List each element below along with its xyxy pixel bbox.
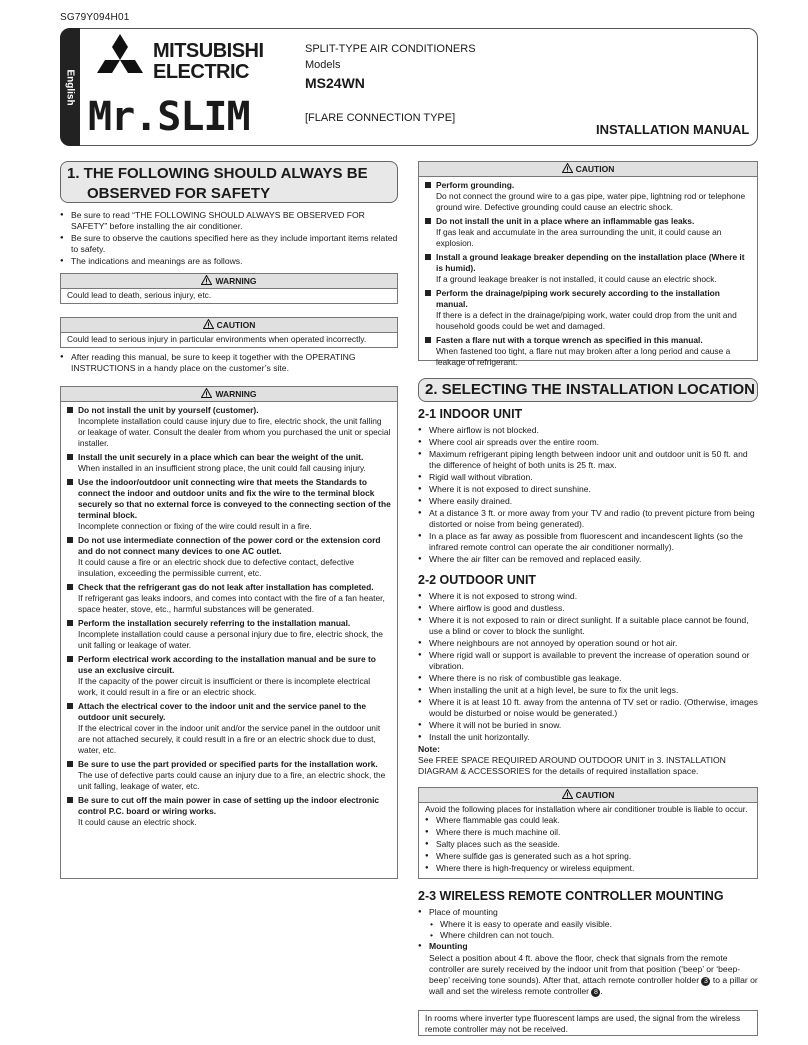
list-item: ● Rigid wall without vibration. — [418, 472, 758, 483]
list-item: ● Where flammable gas could leak. — [425, 815, 751, 826]
warning-item: Attach the electrical cover to the indoor unit and the service panel to the outdoor unit securely. If the electrical cover in the indoor unit and/or the service panel in the outdoor unit are not attached securely, it could result in a fire or an electric shock due to dust, water, etc. — [67, 701, 391, 756]
caution-box: CAUTION Perform grounding. Do not connect the ground wire to a gas pipe, water pipe, lightning rod or telephone ground wire. Defective grounding could cause an electric shock. Do not install the unit in a place where an inflammable gas leaks. If gas leak and accumulate in the area surrounding the unit, it could cause an explosion. Install a ground leakage breaker depending on the installation place (Where it is humid). If a ground leakage breaker is not installed, it could cause an electric shock. Perform the drainage/piping work securely according to the installation manual. If there is a defect in the drainage/piping work, water could drop from the unit and household goods could be wet and damaged. Fasten a flare nut with a torque wrench as specified in this manual. When fastened too tight, a flare nut may broken after a long period and cause a leakage of refrigerant. — [418, 161, 758, 361]
list-item: ● Where the air filter can be removed and replaced easily. — [418, 554, 758, 565]
list-item: ● Maximum refrigerant piping length between indoor unit and outdoor unit is 50 ft. and the difference of height of both units is 25 ft. max. — [418, 449, 758, 471]
list-item: ● Where neighbours are not annoyed by operation sound or hot air. — [418, 638, 758, 649]
mounting-text: Select a position about 4 ft. above the floor, check that signals from the remote controller are surely received by the indoor unit from that position (‘beep’ or ‘beep-beep’ receiving tone sounds). After that, attach remote controller holder 3 to a pillar or wall and set the wireless remote controller 8 . — [429, 953, 758, 996]
connection-type: [FLARE CONNECTION TYPE] — [305, 112, 456, 124]
remote-mounting-heading: 2-3 WIRELESS REMOTE CONTROLLER MOUNTING — [418, 889, 724, 903]
manual-title: INSTALLATION MANUAL — [596, 122, 750, 137]
warning-definition: WARNING Could lead to death, serious injury, etc. — [60, 273, 398, 304]
warning-item: Be sure to cut off the main power in case of setting up the indoor electronic control P.C. board or wiring works. It could cause an electric shock. — [67, 795, 391, 828]
indoor-unit-list — [418, 425, 758, 566]
list-item: ● Mounting — [418, 941, 758, 952]
part-number-badge: 3 — [701, 977, 710, 986]
list-item: ● Salty places such as the seaside. — [425, 839, 751, 850]
list-item: ● Be sure to read “THE FOLLOWING SHOULD ALWAYS BE OBSERVED FOR SAFETY” before installing the air conditioner. — [60, 210, 398, 232]
list-item: ● Where it will not be buried in snow. — [418, 720, 758, 731]
list-item: ● Where there is much machine oil. — [425, 827, 751, 838]
caution-item: Do not install the unit in a place where an inflammable gas leaks. If gas leak and accumulate in the area surrounding the unit, it could cause an explosion. — [425, 216, 751, 249]
list-item: ● Where cool air spreads over the entire room. — [418, 437, 758, 448]
brand-name-line1: MITSUBISHI — [153, 40, 264, 62]
warning-item: Do not install the unit by yourself (customer). Incomplete installation could cause injury due to fire, electric shock, the unit falling or leakage of water. Consult the dealer from whom you purchased the unit or special installer. — [67, 405, 391, 449]
model-number: MS24WN — [305, 75, 365, 91]
remote-mounting-list — [418, 907, 758, 997]
list-item: ● Where rigid wall or support is available to prevent the increase of operation sound or vibration. — [418, 650, 758, 672]
list-item: ● Where airflow is good and dustless. — [418, 603, 758, 614]
list-item: ● After reading this manual, be sure to keep it together with the OPERATING INSTRUCTIONS in a handy place on the customer’s site. — [60, 352, 398, 374]
warning-triangle-icon — [201, 388, 212, 398]
sub-list-item: • Where it is easy to operate and easily visible. — [418, 919, 758, 930]
caution-item: Fasten a flare nut with a torque wrench as specified in this manual. When fastened too tight, a flare nut may broken after a long period and cause a leakage of refrigerant. — [425, 335, 751, 368]
warning-triangle-icon — [201, 275, 212, 285]
list-item: ● Where it is not exposed to strong wind. — [418, 591, 758, 602]
note-text: See FREE SPACE REQUIRED AROUND OUTDOOR UNIT in 3. INSTALLATION DIAGRAM & ACCESSORIES for the details of required installation space. — [418, 755, 726, 776]
note-label: Note: — [418, 744, 440, 754]
caution-installation-box: CAUTION Avoid the following places for installation where air conditioner trouble is liable to occur. ● Where flammable gas could leak. ● Where there is much machine oil. ● Salty places such as the seaside. ● Where sulfide gas is generated such as a hot spring. ● Where there is high-frequency or wireless equipment. — [418, 787, 758, 879]
list-item: ● Where easily drained. — [418, 496, 758, 507]
section1-title: 1. THE FOLLOWING SHOULD ALWAYS BE OBSERVED FOR SAFETY — [60, 161, 398, 203]
caution-item: Perform the drainage/piping work securely according to the installation manual. If there is a defect in the drainage/piping work, water could drop from the unit and household goods could be wet and damaged. — [425, 288, 751, 332]
caution-triangle-icon — [203, 319, 214, 329]
product-type: SPLIT-TYPE AIR CONDITIONERS — [305, 43, 476, 55]
warning-item: Be sure to use the part provided or specified parts for the installation work. The use of defective parts could cause an injury due to a fire, an electric shock, the unit falling, leakage of water, etc. — [67, 759, 391, 792]
list-item: ● Where sulfide gas is generated such as a hot spring. — [425, 851, 751, 862]
list-item: ● Where it is at least 10 ft. away from the antenna of TV set or radio. (Otherwise, images would be disturbed or noise would be generated.) — [418, 697, 758, 719]
list-item: ● Be sure to observe the cautions specified here as they include important items related to safety. — [60, 233, 398, 255]
remote-footer-note: In rooms where inverter type fluorescent lamps are used, the signal from the wireless remote controller may not be received. — [418, 1010, 758, 1036]
outdoor-unit-list — [418, 591, 758, 777]
warning-item: Check that the refrigerant gas do not leak after installation has completed. If refrigerant gas leaks indoors, and comes into contact with the fire of a fan heater, space heater, stove, etc., harmful substances will be generated. — [67, 582, 391, 615]
list-item: ● When installing the unit at a high level, be sure to fix the unit legs. — [418, 685, 758, 696]
list-item: ● At a distance 3 ft. or more away from your TV and radio (to prevent picture from being distorted or noise from being generated). — [418, 508, 758, 530]
indoor-unit-heading: 2-1 INDOOR UNIT — [418, 407, 523, 421]
language-label: English — [64, 68, 76, 106]
caution-definition: CAUTION Could lead to serious injury in particular environments when operated incorrectly. — [60, 317, 398, 348]
mitsubishi-logo-icon — [90, 34, 150, 86]
list-item: ● Where there is high-frequency or wireless equipment. — [425, 863, 751, 874]
list-item: ● In a place as far away as possible from fluorescent and incandescent lights (so the infrared remote control can operate the air conditioner normally). — [418, 531, 758, 553]
warning-box: WARNING Do not install the unit by yourself (customer). Incomplete installation could cause injury due to fire, electric shock, the unit falling or leakage of water. Consult the dealer from whom you purchased the unit or special installer. Install the unit securely in a place which can bear the weight of the unit. When installed in an insufficient strong place, the unit could fall causing injury. Use the indoor/outdoor unit connecting wire that meets the Standards to connect the indoor and outdoor units and fix the wire to the terminal block securely so that no external force is conveyed to the connecting section of the terminal block. Incomplete connection or fixing of the wire could result in a fire. Do not use intermediate connection of the power cord or the extension cord and do not connect many devices to one AC outlet. It could cause a fire or an electric shock due to defective contact, defective insulation, exceeding the permissible current, etc. Check that the refrigerant gas do not leak after installation has completed. If refrigerant gas leaks indoors, and comes into contact with the fire of a fan heater, space heater, stove, etc., harmful substances will be generated. Perform the installation securely referring to the installation manual. Incomplete installation could cause a personal injury due to fire, electric shock, the unit falling or leakage of water. Perform electrical work according to the installation manual and be sure to use an exclusive circuit. If the capacity of the power circuit is insufficient or there is incomplete electrical work, it could result in a fire or an electric shock. Attach the electrical cover to the indoor unit and the service panel to the outdoor unit securely. If the electrical cover in the indoor unit and/or the service panel in the outdoor unit are not attached securely, it could result in a fire or an electric shock due to dust, water, etc. Be sure to use the part provided or specified parts for the installation work. The use of defective parts could cause an injury due to a fire, an electric shock, the unit falling, leakage of water, etc. Be sure to cut off the main power in case of setting up the indoor electronic control P.C. board or wiring works. It could cause an electric shock. — [60, 386, 398, 879]
warning-item: Perform the installation securely referring to the installation manual. Incomplete installation could cause a personal injury due to fire, electric shock, the unit falling or leakage of water. — [67, 618, 391, 651]
list-item: ● Where there is no risk of combustible gas leakage. — [418, 673, 758, 684]
sub-list-item: • Where children can not touch. — [418, 930, 758, 941]
brand-name-line2: ELECTRIC — [153, 61, 249, 83]
caution-item: Perform grounding. Do not connect the ground wire to a gas pipe, water pipe, lightning rod or telephone ground wire. Defective grounding could cause an electric shock. — [425, 180, 751, 213]
warning-item: Perform electrical work according to the installation manual and be sure to use an exclusive circuit. If the capacity of the power circuit is insufficient or there is incomplete electrical work, it could result in a fire or an electric shock. — [67, 654, 391, 698]
list-item: ● Where airflow is not blocked. — [418, 425, 758, 436]
outdoor-unit-heading: 2-2 OUTDOOR UNIT — [418, 573, 537, 587]
list-item: ● Place of mounting — [418, 907, 758, 918]
list-item: ● The indications and meanings are as follows. — [60, 256, 398, 267]
product-logo: Mr.SLIM — [88, 94, 250, 140]
caution-item: Install a ground leakage breaker depending on the installation place (Where it is humid). If a ground leakage breaker is not installed, it could cause an electric shock. — [425, 252, 751, 285]
safety-intro-list — [60, 210, 398, 268]
list-item: ● Where it is not exposed to rain or direct sunlight. If a suitable place cannot be found, use a blind or cover to block the sunlight. — [418, 615, 758, 637]
document-code: SG79Y094H01 — [60, 12, 130, 23]
list-item: ● Install the unit horizontally. — [418, 732, 758, 743]
section2-title: 2. SELECTING THE INSTALLATION LOCATION — [418, 378, 758, 402]
list-item: ● Where it is not exposed to direct sunshine. — [418, 484, 758, 495]
models-label: Models — [305, 59, 341, 71]
warning-item: Install the unit securely in a place which can bear the weight of the unit. When installed in an insufficient strong place, the unit could fall causing injury. — [67, 452, 391, 474]
warning-item: Use the indoor/outdoor unit connecting wire that meets the Standards to connect the indoor and outdoor units and fix the wire to the terminal block securely so that no external force is conveyed to the connecting section of the terminal block. Incomplete connection or fixing of the wire could result in a fire. — [67, 477, 391, 532]
caution-triangle-icon — [562, 789, 573, 799]
caution-triangle-icon — [562, 163, 573, 173]
part-number-badge: 8 — [591, 988, 600, 997]
warning-item: Do not use intermediate connection of the power cord or the extension cord and do not connect many devices to one AC outlet. It could cause a fire or an electric shock due to defective contact, defective insulation, exceeding the permissible current, etc. — [67, 535, 391, 579]
